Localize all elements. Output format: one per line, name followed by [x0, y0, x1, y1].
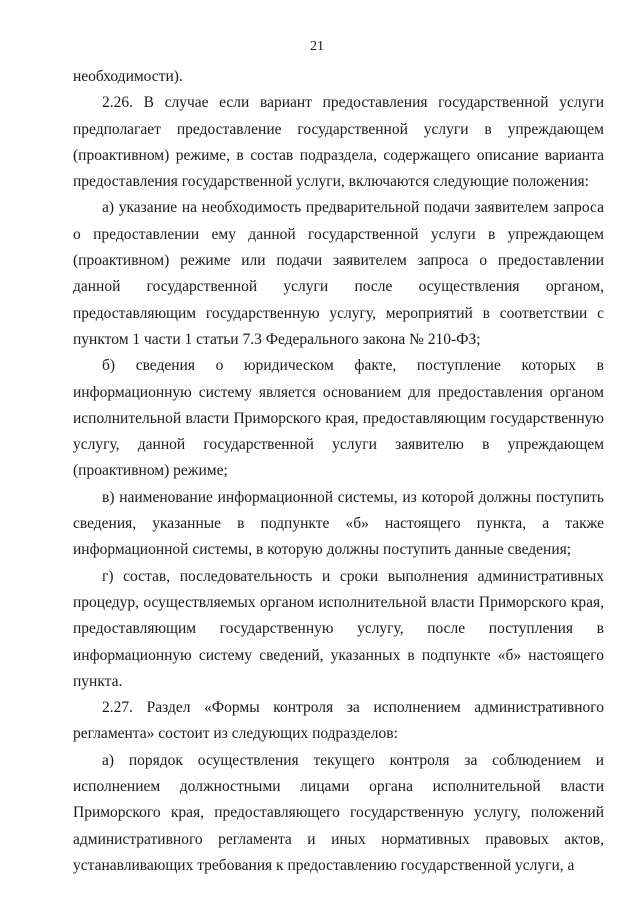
- paragraph-2-26: 2.26. В случае если вариант предоставления государственной услуги предполагает предоставление государственной услуги в упреждающем (проактивном) режиме, в состав подраздела, содержащего описание варианта предоставления государственной услуги, включаются следующие положения:: [73, 94, 604, 191]
- paragraph-item-a: а) указание на необходимость предварительной подачи заявителем запроса о предоставлении ему данной государственной услуги в упреждающем (проактивном) режиме или подачи заявителем запроса о предоставлении данной государственной услуги после осуществления органом, предоставляющим государственную услугу, мероприятий в соответствии с пунктом 1 части 1 статьи 7.3 Федерального закона № 210-ФЗ;: [73, 199, 604, 348]
- paragraph-continuation: необходимости).: [73, 68, 183, 85]
- paragraph-item-v: в) наименование информационной системы, из которой должны поступить сведения, указанные в подпункте «б» настоящего пункта, а также информационной системы, в которую должны поступить данные сведения;: [73, 488, 604, 559]
- paragraph-item-b: б) сведения о юридическом факте, поступление которых в информационную систему является основанием для предоставления органом исполнительной власти Приморского края, предоставляющим государственную услугу, данной государственной услуги заявителю в упреждающем (проактивном) режиме;: [73, 357, 604, 480]
- document-body: [73, 64, 604, 879]
- page-number: 21: [310, 39, 324, 54]
- paragraph-item-g: г) состав, последовательность и сроки выполнения административных процедур, осуществляемых органом исполнительной власти Приморского края, предоставляющим государственную услугу, после поступления в информационную систему сведений, указанных в подпункте «б» настоящего пункта.: [73, 567, 604, 690]
- paragraph-2-27-item-a: а) порядок осуществления текущего контроля за соблюдением и исполнением должностными лицами органа исполнительной власти Приморского края, предоставляющего государственную услугу, положений административного регламента и иных нормативных правовых актов, устанавливающих требования к предоставлению государственной услуги, а: [73, 751, 604, 874]
- paragraph-2-27: 2.27. Раздел «Формы контроля за исполнением административного регламента» состоит из следующих подразделов:: [73, 699, 604, 743]
